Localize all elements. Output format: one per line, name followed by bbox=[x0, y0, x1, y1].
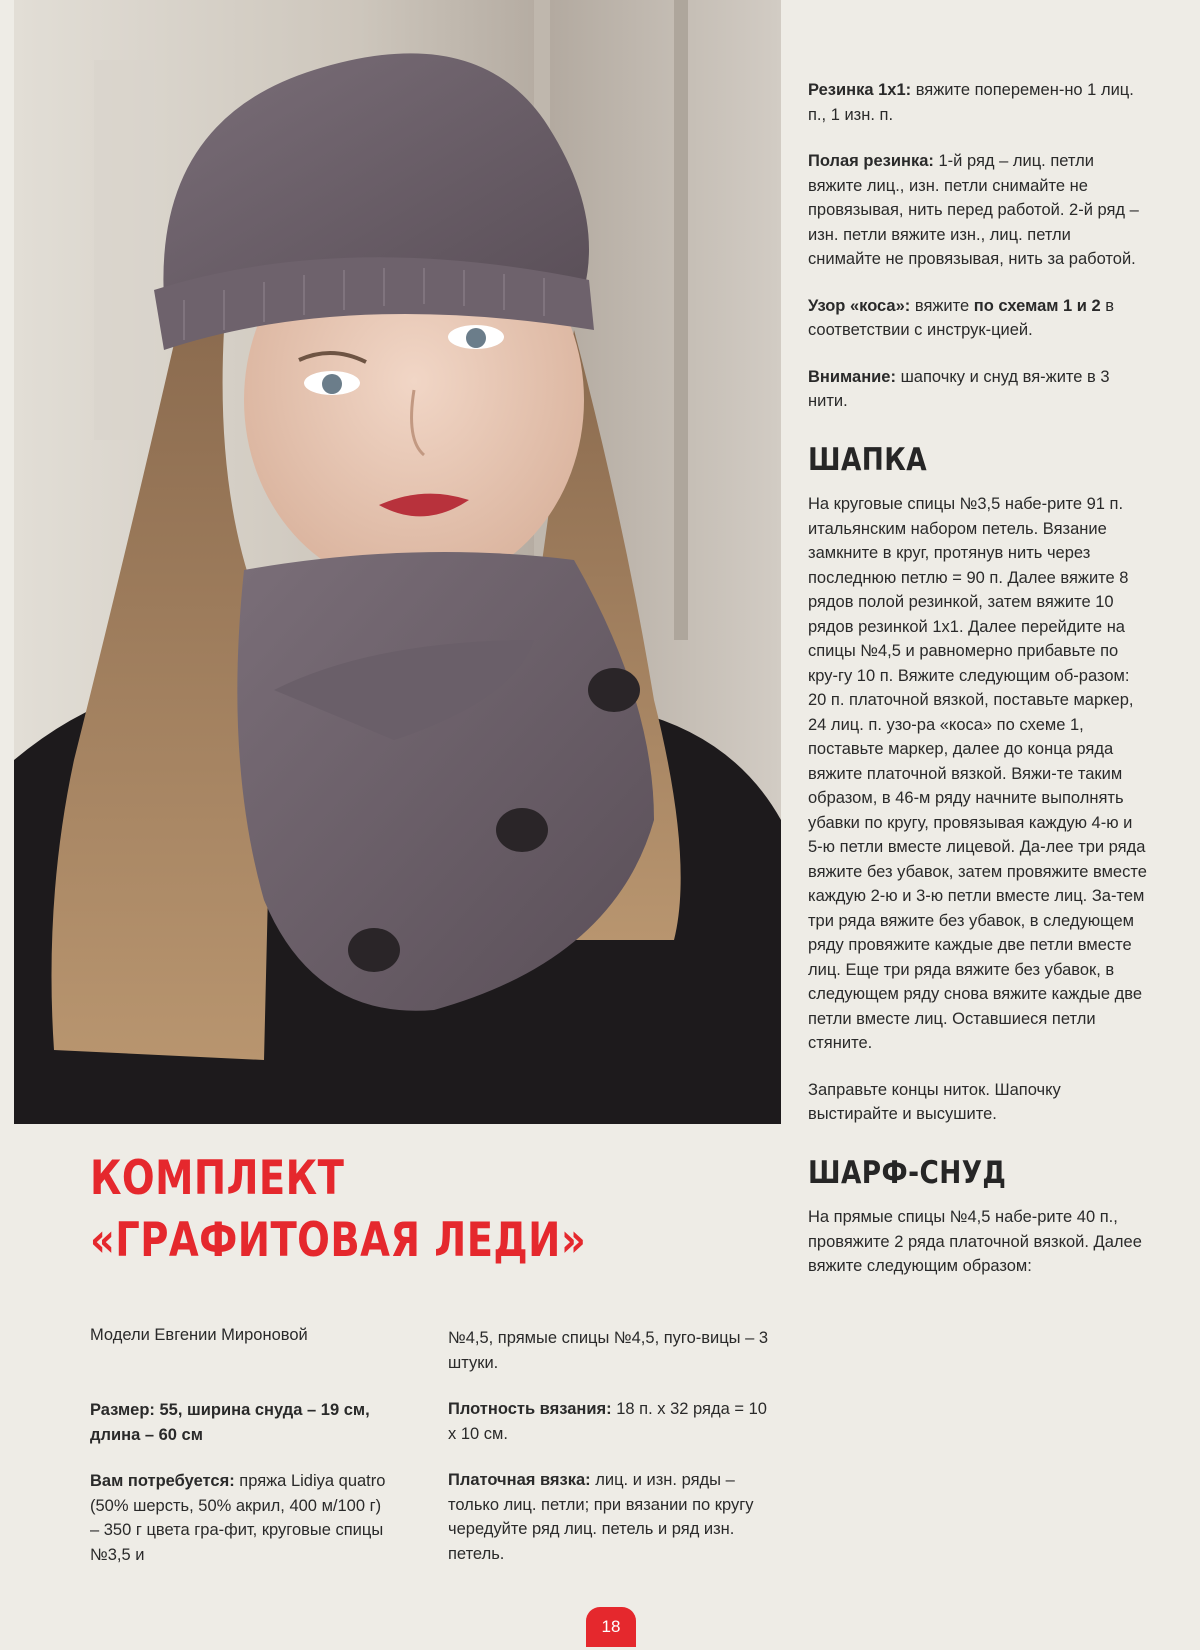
rib-label: Резинка 1х1: bbox=[808, 81, 912, 99]
cable-pattern-paragraph bbox=[808, 294, 1148, 343]
model-illustration bbox=[14, 0, 781, 1124]
garter-paragraph bbox=[448, 1468, 776, 1566]
hollow-rib-text: 1-й ряд – лиц. петли вяжите лиц., изн. петли снимайте не провязывая, нить перед работой. 2-й ряд – изн. петли вяжите изн., лиц. петли снимайте не провязывая, нить за работой. bbox=[808, 152, 1139, 268]
density-paragraph bbox=[448, 1397, 776, 1446]
attention-text: шапочку и снуд вя-жите в 3 нити. bbox=[808, 367, 1110, 410]
density-text: 18 п. х 32 ряда = 10 х 10 см. bbox=[448, 1400, 767, 1443]
materials-text: пряжа Lidiya quatro (50% шерсть, 50% акрил, 400 м/100 г) – 350 г цвета гра-фит, круговые спицы №3,5 и bbox=[90, 1472, 386, 1564]
author-credit: Модели Евгении Мироновой bbox=[90, 1326, 308, 1344]
model-photo bbox=[14, 0, 781, 1124]
page-title bbox=[90, 1148, 664, 1272]
hat-instructions: На круговые спицы №3,5 набе-рите 91 п. итальянским набором петель. Вязание замкните в круг, протянув нить через последнюю петлю = 90 п. Далее вяжите 8 рядов полой резинкой, затем вяжите 10 рядов резинкой 1х1. Далее перейдите на спицы №4,5 и равномерно прибавьте по кру-гу 10 п. Вяжите следующим об-разом: 20 п. платочной вязкой, поставьте маркер, 24 лиц. п. узо-ра «коса» по схеме 1, поставьте маркер, далее до конца ряда вяжите платочной вязкой. Вяжи-те таким образом, в 46-м ряду начните выполнять убавки по кругу, провязывая каждую 4-ю и 5-ю петли вместе лицевой. Да-лее три ряда вяжите без убавок, затем провяжите вместе каждую 2-ю и 3-ю петли вместе лиц. За-тем три ряда вяжите без убавок, в следующем ряду провяжите каждые две петли вместе лиц. Еще три ряда вяжите без убавок, в следующем ряду снова вяжите каждые две петли вместе лиц. Оставшиеся петли стяните. bbox=[808, 495, 1147, 1052]
attention-paragraph bbox=[808, 365, 1148, 414]
cable-label: Узор «коса»: bbox=[808, 296, 911, 315]
left-text-column bbox=[90, 1398, 390, 1589]
right-text-column bbox=[808, 78, 1148, 1301]
title-line-1: КОМПЛЕКТ bbox=[90, 1151, 345, 1206]
hollow-rib-paragraph bbox=[808, 149, 1148, 272]
scarf-heading: ШАРФ-СНУД bbox=[808, 1154, 1007, 1191]
hat-finish: Заправьте концы ниток. Шапочку выстирайте и высушите. bbox=[808, 1080, 1061, 1123]
size-text: Размер: 55, ширина снуда – 19 см, длина – 60 см bbox=[90, 1401, 370, 1444]
cable-text-a: вяжите bbox=[910, 296, 974, 315]
cable-text-b: в соответствии с инструк-цией. bbox=[808, 296, 1115, 339]
cable-bold-text: по схемам 1 и 2 bbox=[973, 296, 1101, 315]
materials-continued: №4,5, прямые спицы №4,5, пуго-вицы – 3 штуки. bbox=[448, 1329, 769, 1372]
middle-text-column bbox=[448, 1326, 776, 1588]
size-paragraph bbox=[90, 1398, 390, 1447]
rib-text: вяжите поперемен-но 1 лиц. п., 1 изн. п. bbox=[808, 81, 1134, 124]
rib-paragraph bbox=[808, 78, 1148, 127]
garter-text: лиц. и изн. ряды – только лиц. петли; при вязании по кругу чередуйте ряд лиц. петель и ряд изн. петель. bbox=[448, 1471, 754, 1563]
materials-label: Вам потребуется: bbox=[90, 1472, 235, 1490]
materials-paragraph bbox=[90, 1469, 390, 1567]
page-number: 18 bbox=[586, 1607, 636, 1647]
hat-heading: ШАПКА bbox=[808, 441, 928, 478]
hollow-rib-label: Полая резинка: bbox=[808, 152, 934, 170]
density-label: Плотность вязания: bbox=[448, 1400, 612, 1418]
scarf-instructions: На прямые спицы №4,5 набе-рите 40 п., провяжите 2 ряда платочной вязкой. Далее вяжите следующим образом: bbox=[808, 1208, 1142, 1275]
title-line-2: «ГРАФИТОВАЯ ЛЕДИ» bbox=[90, 1213, 587, 1268]
garter-label: Платочная вязка: bbox=[448, 1471, 591, 1489]
attention-label: Внимание: bbox=[808, 367, 896, 386]
